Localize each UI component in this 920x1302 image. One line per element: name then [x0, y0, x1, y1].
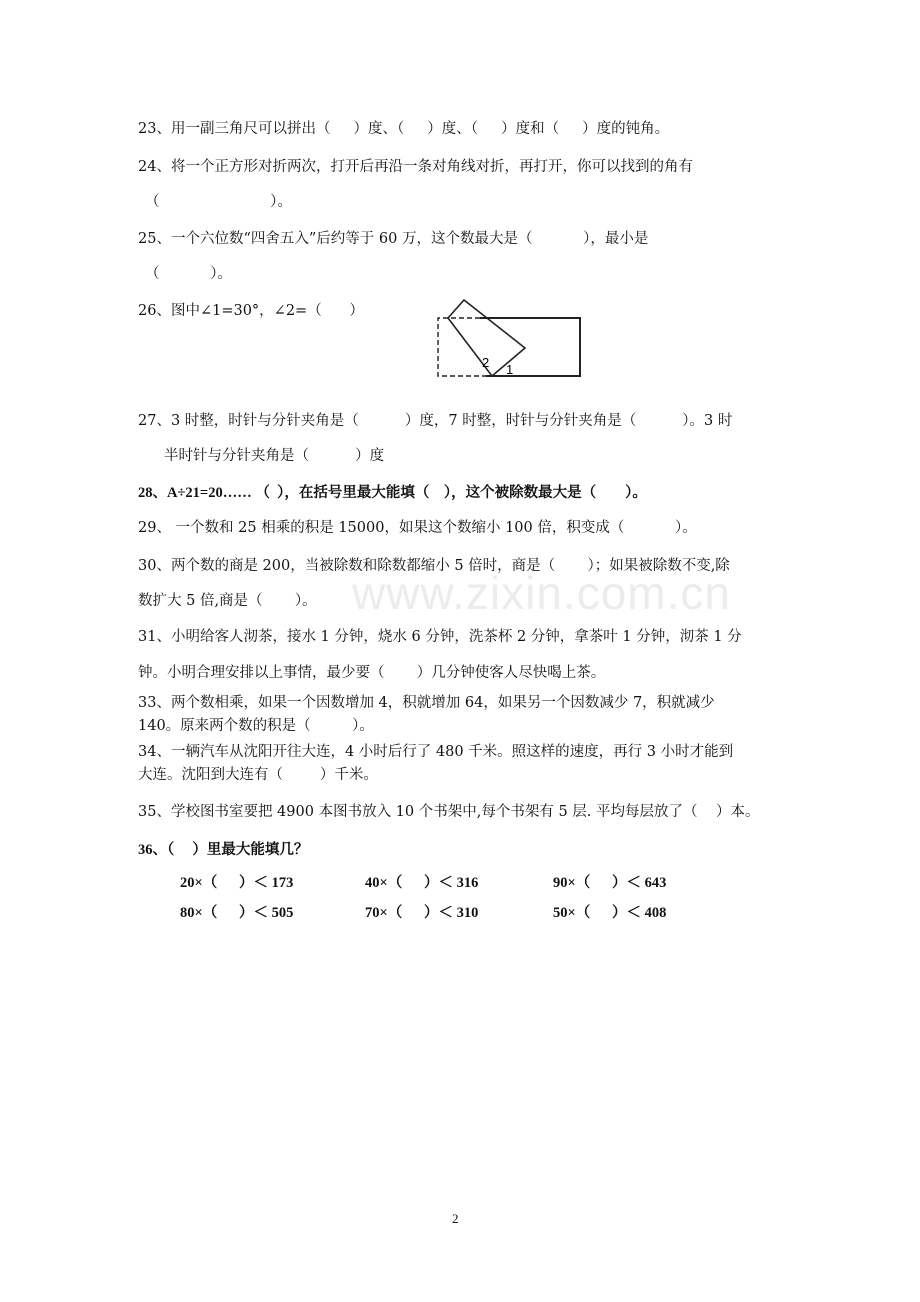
question-29: 29、 一个数和 25 相乘的积是 15000，如果这个数缩小 100 倍，积变成（ ）。: [138, 520, 697, 536]
question-24-line1: 24、将一个正方形对折两次，打开后再沿一条对角线对折，再打开，你可以找到的角有: [138, 159, 693, 175]
question-34-line1: 34、一辆汽车从沈阳开往大连，4 小时后行了 480 千米。照这样的速度，再行 3 小时才能到: [138, 744, 734, 760]
question-27-line1: 27、3 时整，时针与分针夹角是（ ）度，7 时整，时针与分针夹角是（ ）。3 时: [138, 413, 733, 429]
question-28: 28、A÷21=20…… （ ），在括号里最大能填（ ），这个被除数最大是（ ）。: [138, 485, 647, 501]
question-24-line2: （ ）。: [145, 194, 292, 210]
watermark: www.zixin.com.cn: [352, 567, 731, 619]
question-30-line1: 30、两个数的商是 200，当被除数和除数都缩小 5 倍时，商是（ ）；如果被除数不变,除: [138, 558, 730, 574]
problem-4: 80×（ ）＜ 505: [180, 905, 294, 921]
question-35: 35、学校图书室要把 4900 本图书放入 10 个书架中,每个书架有 5 层. 平均每层放了（ ）本。: [138, 804, 760, 820]
angle-figure: [430, 296, 590, 382]
problem-1: 20×（ ）＜ 173: [180, 875, 294, 891]
angle-1-label: 1: [506, 362, 514, 377]
question-31-line2: 钟。小明合理安排以上事情，最少要（ ）几分钟使客人尽快喝上茶。: [138, 665, 606, 681]
problem-5: 70×（ ）＜ 310: [365, 905, 479, 921]
question-33-line1: 33、两个数相乘，如果一个因数增加 4，积就增加 64，如果另一个因数减少 7，积就减少: [138, 695, 715, 711]
question-36: 36、（ ）里最大能填几？: [138, 842, 309, 858]
question-33-line2: 140。原来两个数的积是（ ）。: [138, 718, 374, 734]
question-25-line1: 25、一个六位数“四舍五入”后约等于 60 万，这个数最大是（ ），最小是: [138, 231, 649, 247]
question-34-line2: 大连。沈阳到大连有（ ）千米。: [138, 767, 378, 783]
question-27-line2: 半时针与分针夹角是（ ）度: [164, 448, 385, 464]
question-23: 23、用一副三角尺可以拼出（ ）度、（ ）度、（ ）度和（ ）度的钝角。: [138, 121, 670, 137]
problem-2: 40×（ ）＜ 316: [365, 875, 479, 891]
angle-2-label: 2: [482, 355, 490, 370]
question-31-line1: 31、小明给客人沏茶，接水 1 分钟，烧水 6 分钟，洗茶杯 2 分钟，拿茶叶 1 分钟，沏茶 1 分: [138, 629, 742, 645]
page-number: 2: [452, 1211, 459, 1226]
question-26: 26、图中∠1=30°，∠2=（ ）: [138, 303, 364, 319]
problem-6: 50×（ ）＜ 408: [553, 905, 667, 921]
problem-3: 90×（ ）＜ 643: [553, 875, 667, 891]
question-25-line2: （ ）。: [145, 266, 232, 282]
question-30-line2: 数扩大 5 倍,商是（ ）。: [138, 593, 317, 609]
